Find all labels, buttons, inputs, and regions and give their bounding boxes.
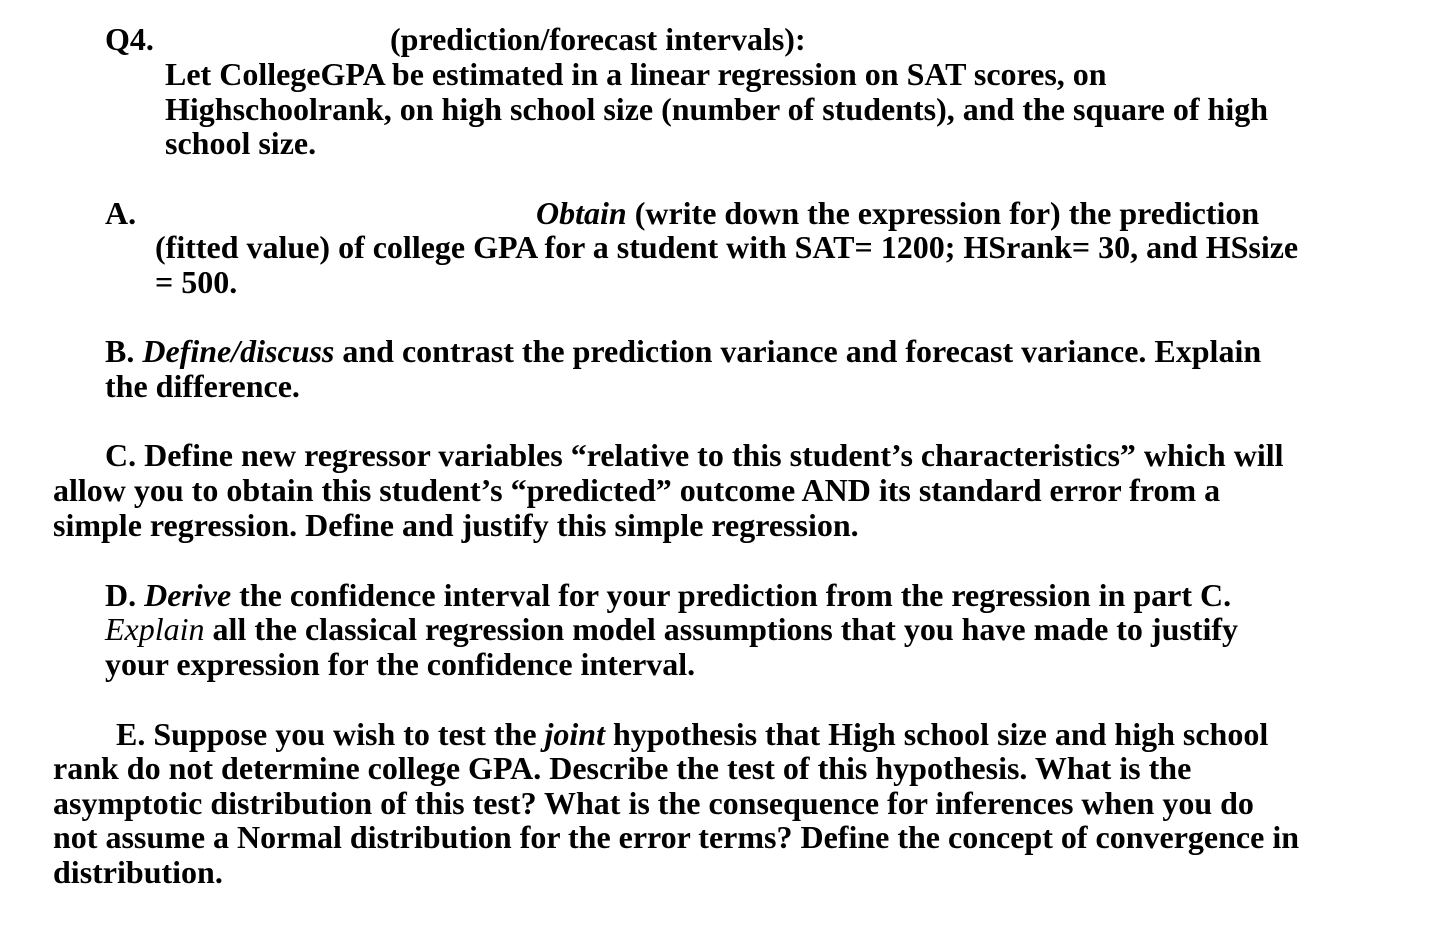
part-e-line-1-italic: joint	[544, 716, 605, 752]
part-e-line-2: rank do not determine college GPA. Describe the test of this hypothesis. What is the	[53, 750, 1192, 786]
part-b-line-2: the difference.	[105, 368, 300, 404]
part-c-line-1: C. Define new regressor variables “relative to this student’s characteristics” which will	[105, 437, 1284, 473]
part-a-line-1	[536, 196, 1259, 230]
part-d-line-2-verb: Explain	[105, 611, 205, 647]
question-label: Q4.	[105, 21, 154, 57]
part-d-line-2	[105, 612, 1238, 646]
part-a-line-1-rest: (write down the expression for) the prediction	[626, 195, 1260, 231]
intro-line-1: Let CollegeGPA be estimated in a linear regression on SAT scores, on	[165, 56, 1107, 92]
part-e-line-1	[116, 717, 1268, 751]
part-d-line-2-rest: all the classical regression model assumptions that you have made to justify	[204, 611, 1239, 647]
part-d-line-1-rest: the confidence interval for your prediction from the regression in part C.	[231, 577, 1232, 613]
part-b-line-1-rest: and contrast the prediction variance and forecast variance. Explain	[334, 333, 1262, 369]
part-b-verb: Define/discuss	[142, 333, 335, 369]
part-e-line-1-end: hypothesis that High school size and high school	[604, 716, 1269, 752]
part-a-line-2: (fitted value) of college GPA for a student with SAT= 1200; HSrank= 30, and HSsize	[155, 229, 1299, 265]
part-e-line-3: asymptotic distribution of this test? What is the consequence for inferences when you do	[53, 785, 1254, 821]
part-b-label: B.	[105, 333, 143, 369]
intro-line-3: school size.	[165, 125, 317, 161]
part-b-line-1	[105, 334, 1261, 368]
intro-line-2: Highschoolrank, on high school size (number of students), and the square of high	[165, 91, 1269, 127]
part-c-line-2: allow you to obtain this student’s “predicted” outcome AND its standard error from a	[53, 472, 1221, 508]
part-d-verb: Derive	[144, 577, 232, 613]
part-e-line-1-start: E. Suppose you wish to test the	[116, 716, 545, 752]
part-d-line-1	[105, 578, 1231, 612]
question-topic: (prediction/forecast intervals):	[390, 21, 806, 57]
part-a-label: A.	[105, 195, 137, 231]
part-d-label: D.	[105, 577, 145, 613]
part-a-verb: Obtain	[536, 195, 627, 231]
part-a-line-3: = 500.	[155, 264, 238, 300]
part-e-line-5: distribution.	[53, 854, 223, 890]
part-d-line-3: your expression for the confidence interval.	[105, 646, 696, 682]
part-c-line-3: simple regression. Define and justify this simple regression.	[53, 507, 859, 543]
part-e-line-4: not assume a Normal distribution for the error terms? Define the concept of convergence in	[53, 819, 1299, 855]
